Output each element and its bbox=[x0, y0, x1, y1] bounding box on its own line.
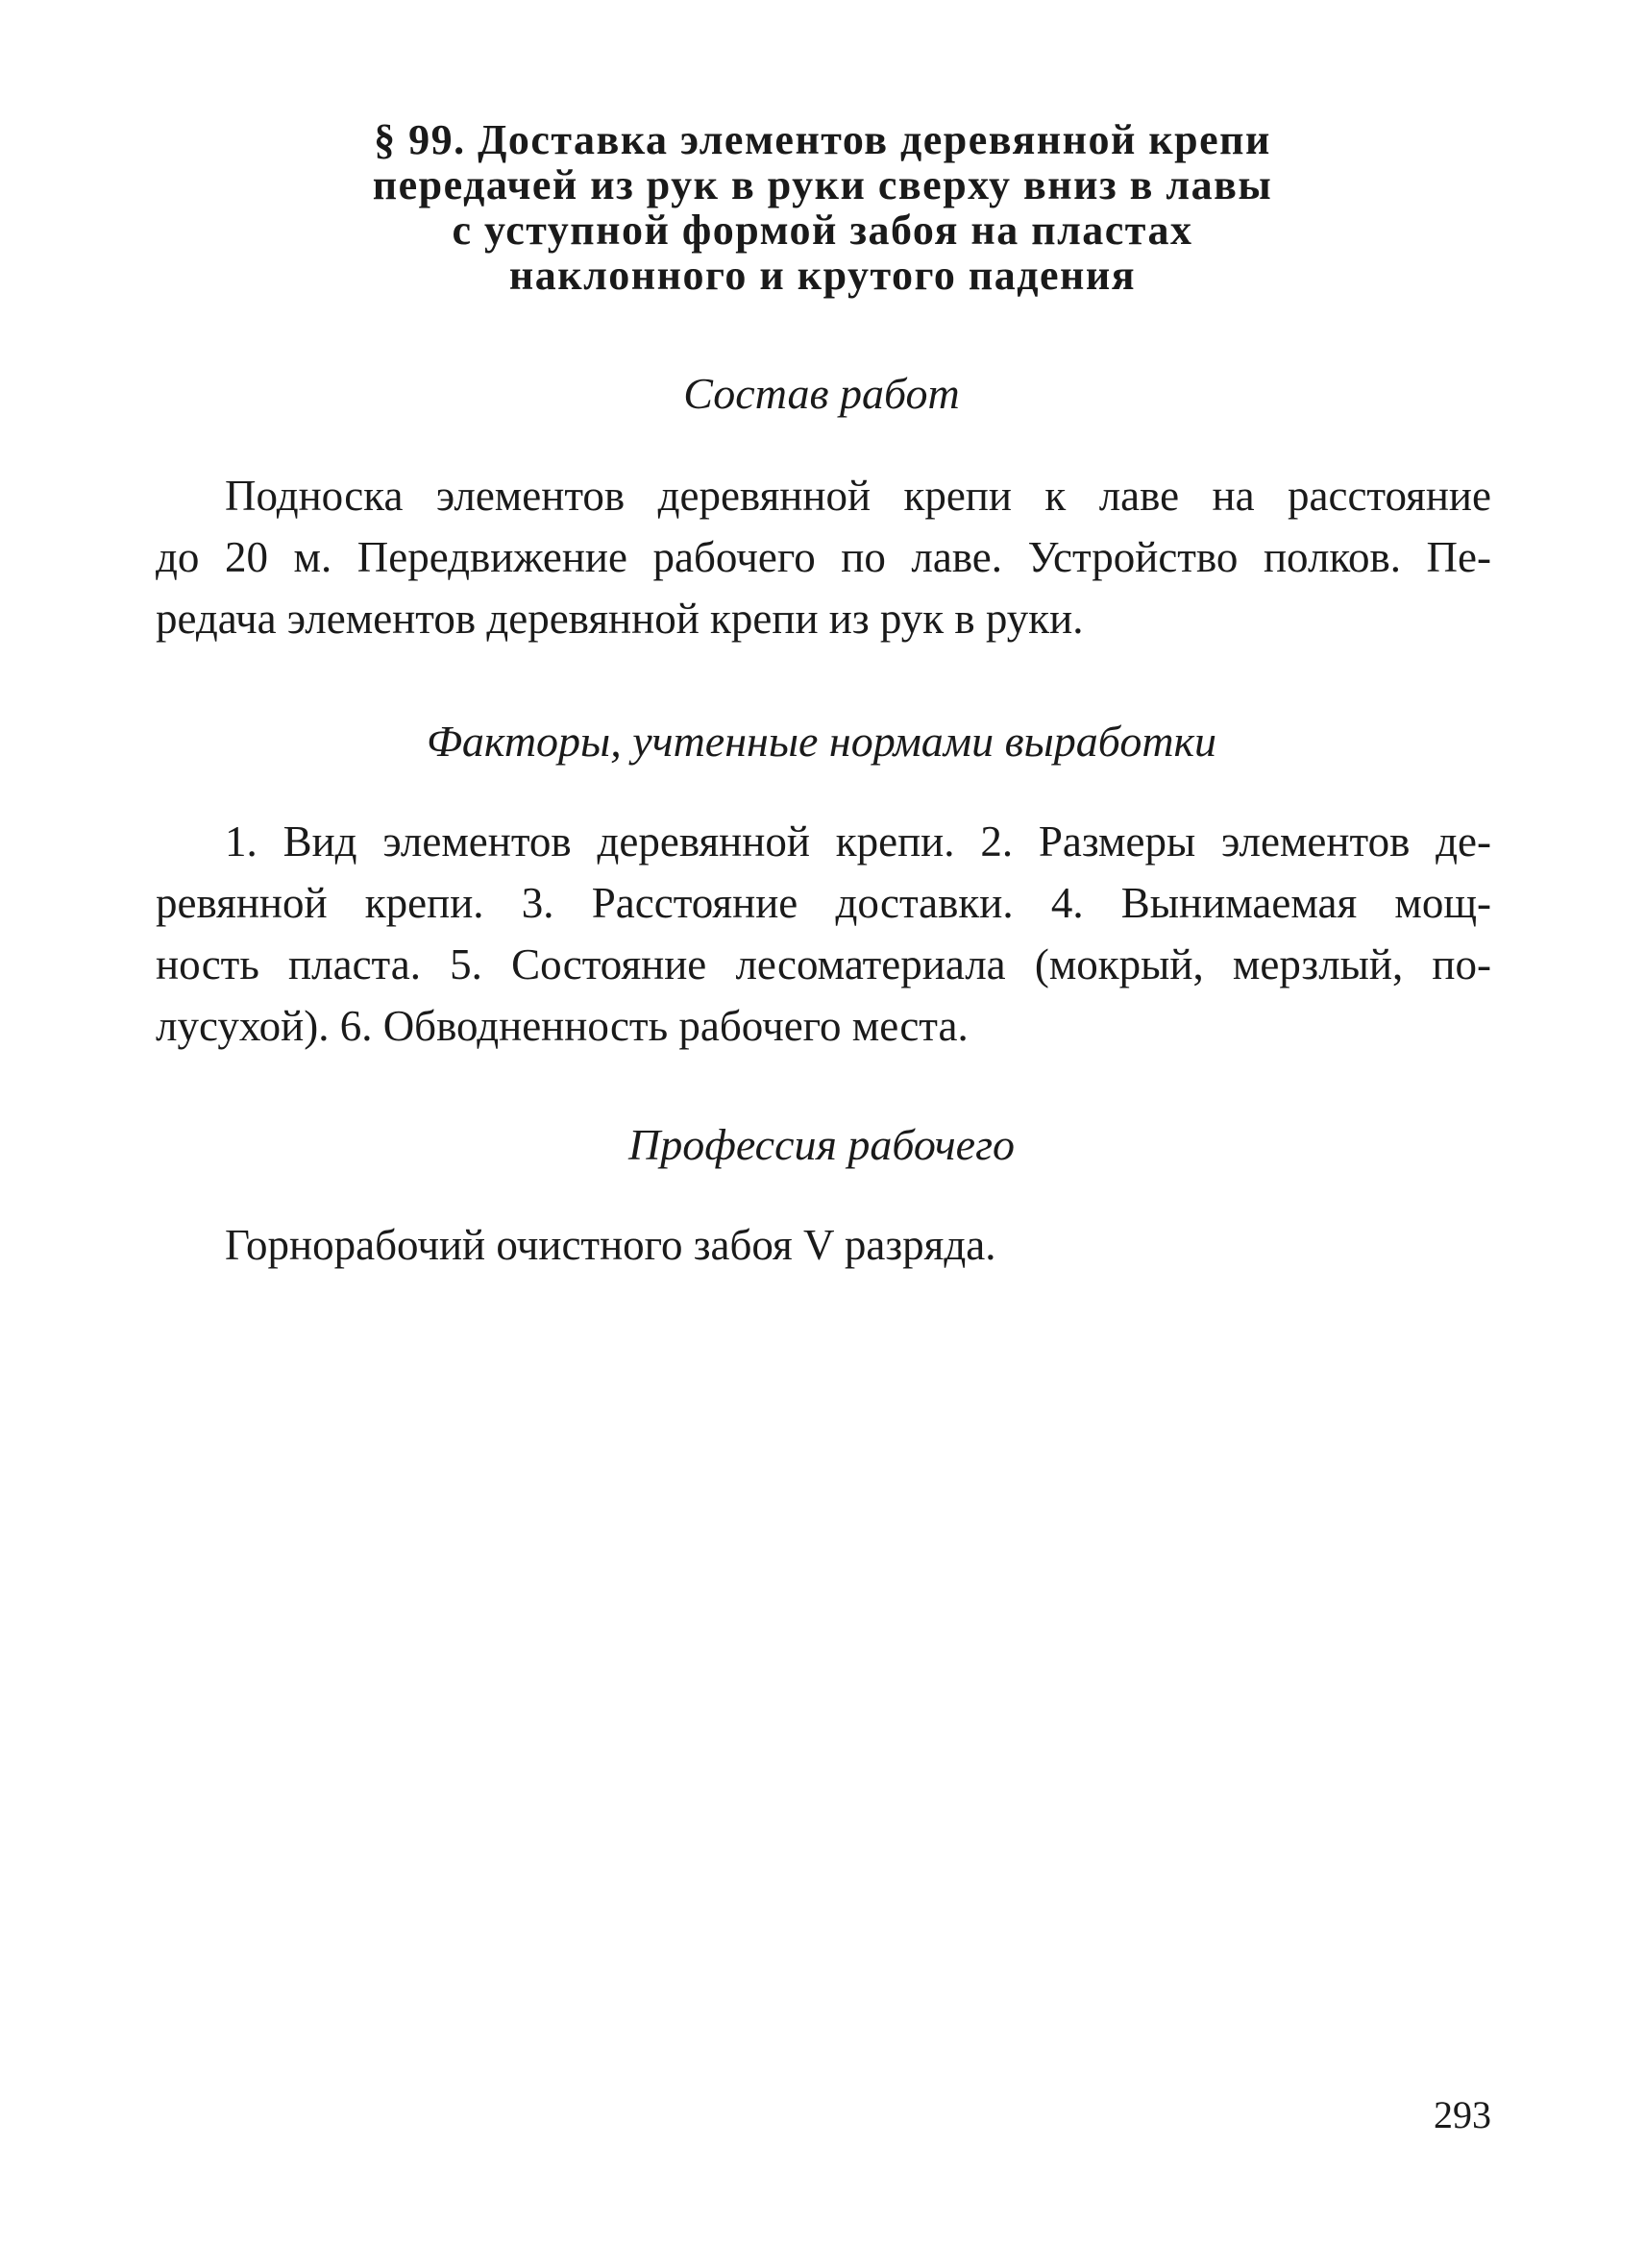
work-composition-heading: Состав работ bbox=[683, 369, 960, 418]
page-number: 293 bbox=[1434, 2093, 1491, 2136]
paragraph-line: лусухой). 6. Обводненность рабочего места. bbox=[156, 1002, 969, 1050]
paragraph-line: до 20 м. Передвижение рабочего по лаве. Устройство полков. Пе- bbox=[156, 533, 1491, 581]
section-title-line: с уступной формой забоя на пластах bbox=[452, 207, 1193, 254]
paragraph-line: 1. Вид элементов деревянной крепи. 2. Размеры элементов де- bbox=[225, 817, 1491, 866]
factors-heading: Факторы, учтенные нормами выработки bbox=[426, 717, 1217, 766]
work-composition-paragraph bbox=[156, 465, 1491, 649]
section-title bbox=[240, 117, 1405, 298]
factors-paragraph bbox=[156, 811, 1491, 1057]
profession-paragraph bbox=[156, 1214, 1491, 1276]
section-title-line: наклонного и крутого падения bbox=[508, 252, 1137, 299]
paragraph-line: ность пласта. 5. Состояние лесоматериала (мокрый, мерзлый, по- bbox=[156, 940, 1491, 988]
profession-heading: Профессия рабочего bbox=[627, 1120, 1016, 1169]
paragraph-line: Подноска элементов деревянной крепи к лаве на расстояние bbox=[225, 472, 1491, 520]
paragraph-line: редача элементов деревянной крепи из рук в руки. bbox=[156, 595, 1084, 643]
section-title-line: § 99. Доставка элементов деревянной крепи bbox=[374, 116, 1271, 163]
section-title-line: передачей из рук в руки сверху вниз в лавы bbox=[372, 161, 1273, 208]
paragraph-line: ревянной крепи. 3. Расстояние доставки. 4. Вынимаемая мощ- bbox=[156, 879, 1491, 927]
paragraph-line: Горнорабочий очистного забоя V разряда. bbox=[225, 1221, 996, 1269]
